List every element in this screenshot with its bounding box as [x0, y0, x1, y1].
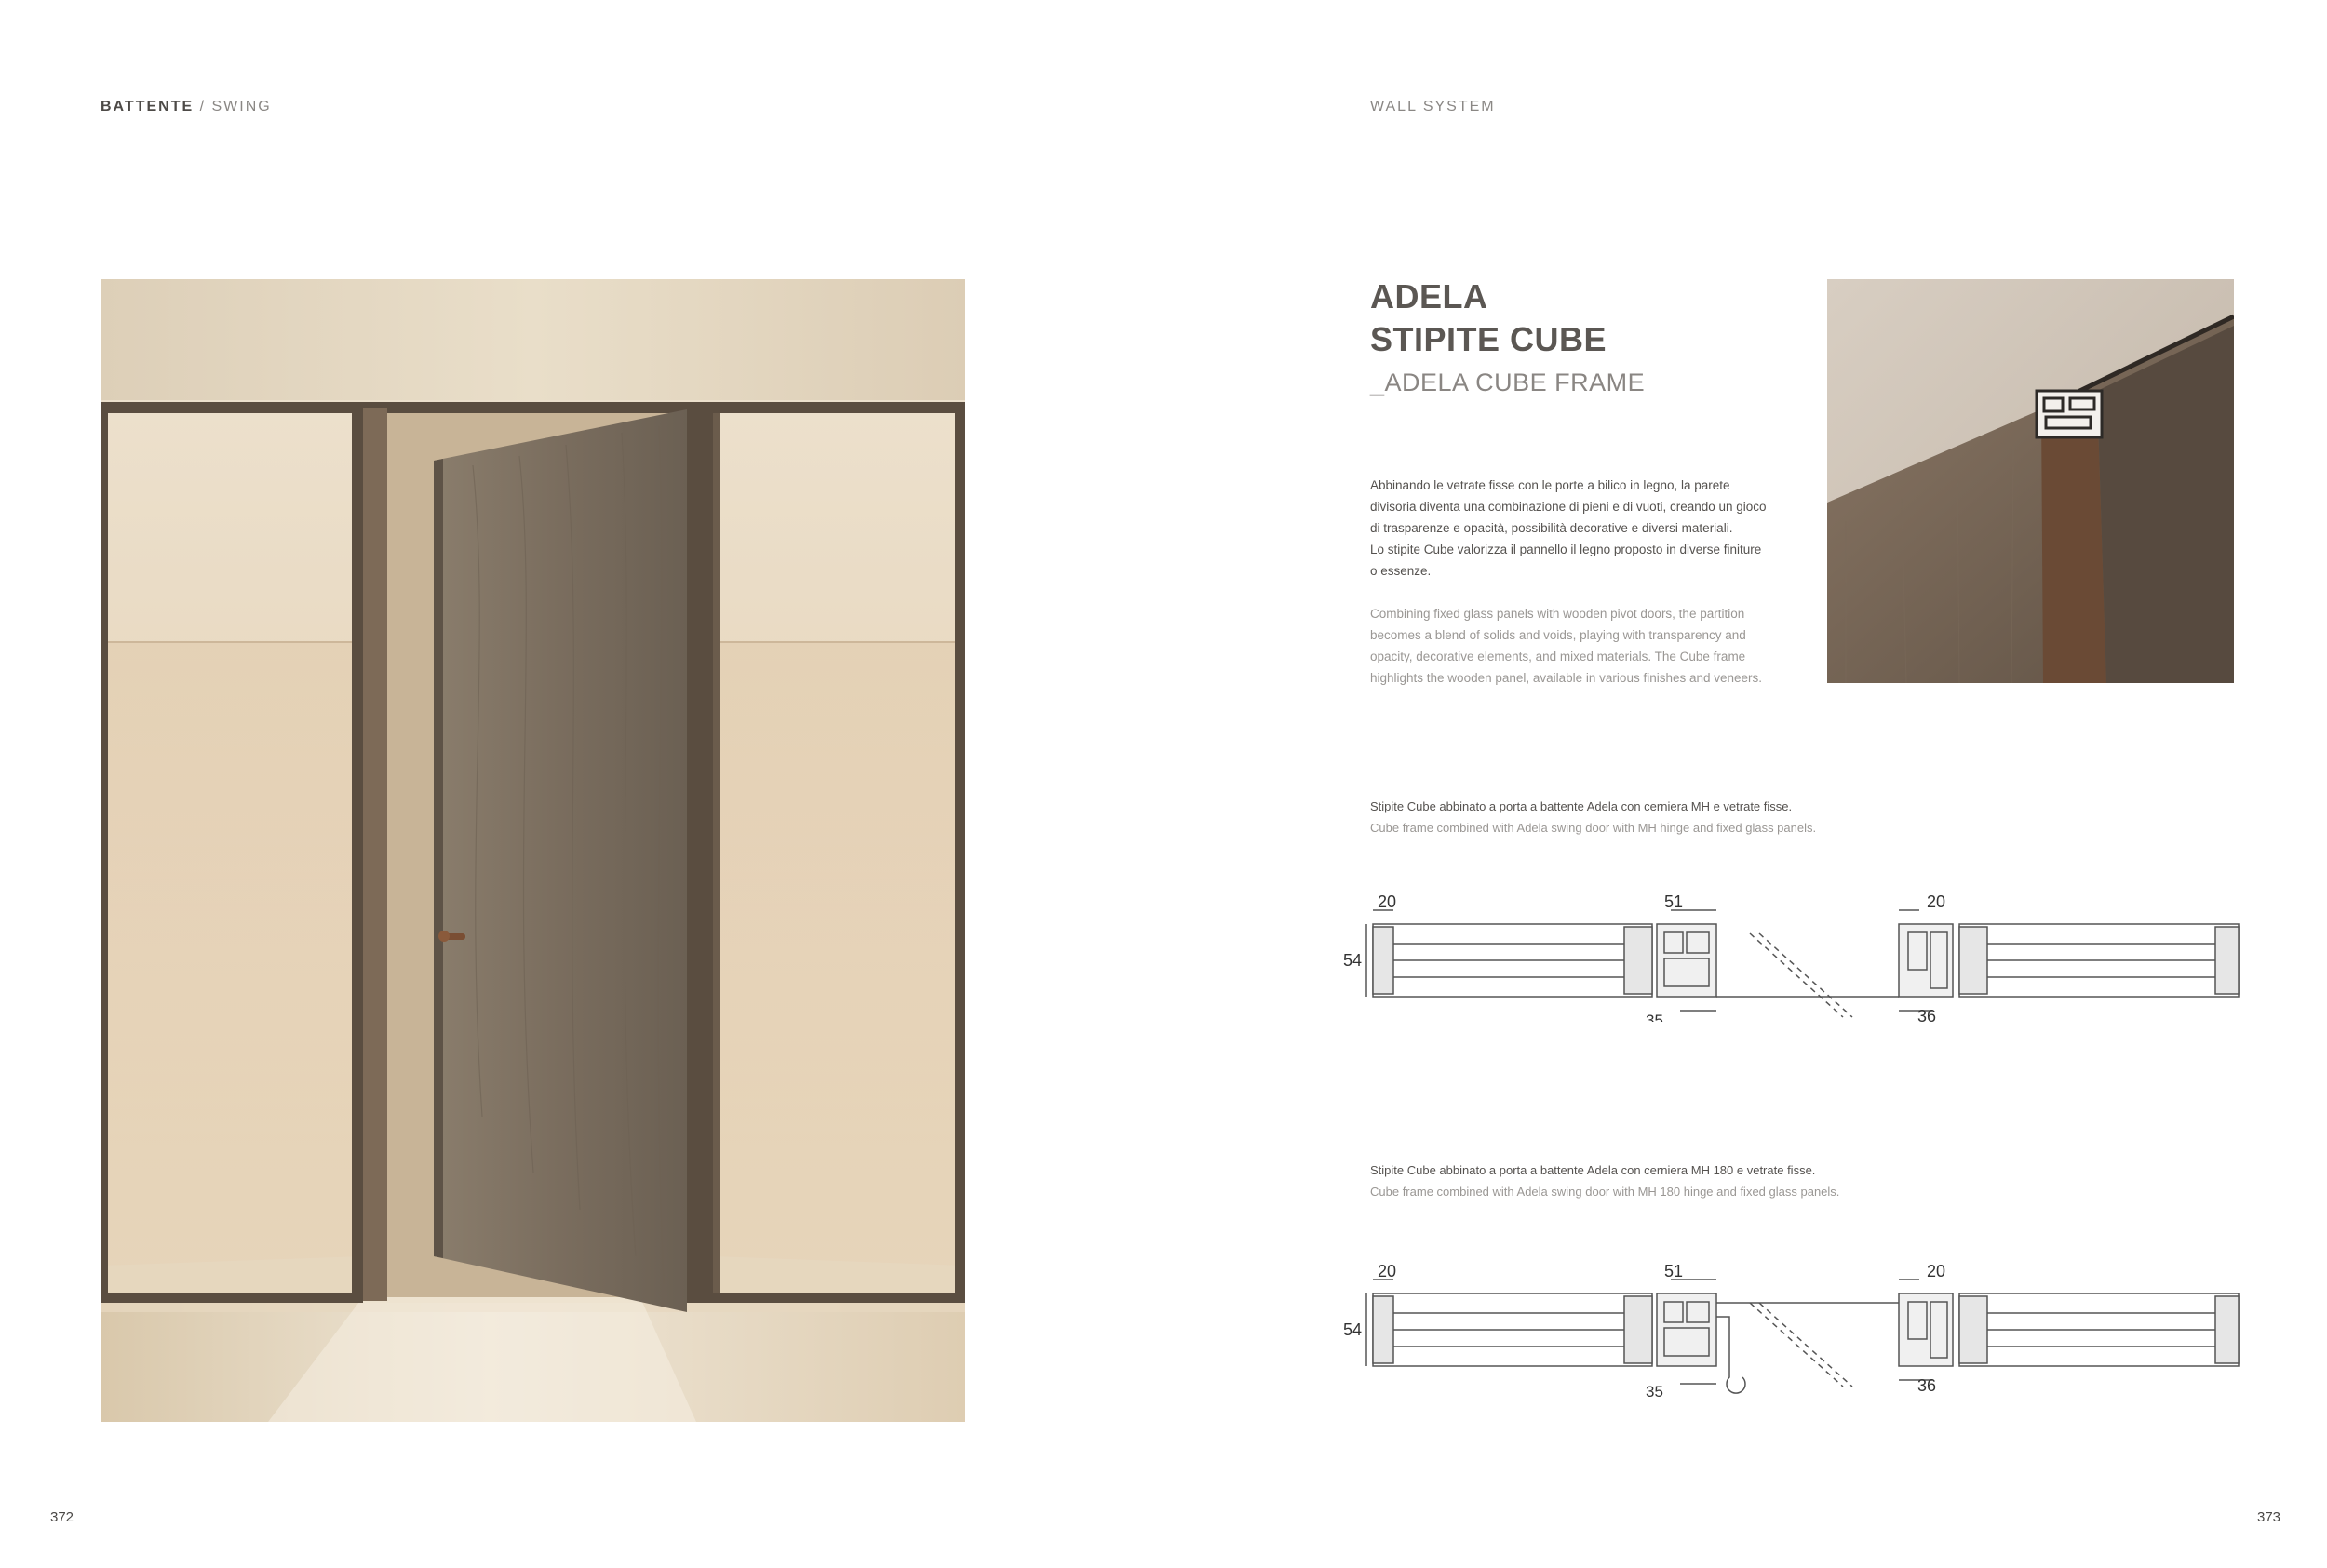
dim-right-top: 20 — [1927, 1262, 1946, 1280]
description-line: becomes a blend of solids and voids, playing with transparency and — [1370, 628, 1746, 642]
dim-frame-bottom: 35 — [1646, 1383, 1663, 1400]
dim-right-bottom: 36 — [1917, 1007, 1937, 1022]
page-number-left: 372 — [50, 1509, 74, 1525]
description-italian — [1370, 475, 1780, 582]
dim-right-top: 20 — [1927, 892, 1946, 911]
dim-left-width: 20 — [1378, 892, 1397, 911]
dim-frame-bottom: 35 — [1646, 1012, 1663, 1022]
page-number-right: 373 — [2257, 1509, 2281, 1525]
drawing1-caption-english: Cube frame combined with Adela swing door with MH hinge and fixed glass panels. — [1370, 821, 1817, 835]
door-interior-photo — [101, 279, 965, 1422]
dim-frame-top: 51 — [1664, 892, 1684, 911]
drawing1-caption-italian: Stipite Cube abbinato a porta a battente Adela con cerniera MH e vetrate fisse. — [1370, 799, 1793, 813]
drawing2-caption-italian: Stipite Cube abbinato a porta a battente Adela con cerniera MH 180 e vetrate fisse. — [1370, 1163, 1816, 1177]
drawing2-caption-english: Cube frame combined with Adela swing door with MH 180 hinge and fixed glass panels. — [1370, 1185, 1840, 1199]
technical-drawing-mh — [1340, 891, 2243, 1022]
section-header-right: WALL SYSTEM — [1370, 99, 1496, 114]
product-title — [1370, 275, 1607, 361]
frame-detail-photo — [1827, 279, 2234, 683]
product-title-line1: ADELA — [1370, 277, 1488, 315]
dim-left-width: 20 — [1378, 1262, 1397, 1280]
description-line: di trasparenze e opacità, possibilità decorative e diversi materiali. — [1370, 521, 1733, 535]
product-subtitle: _ADELA CUBE FRAME — [1370, 369, 1646, 396]
description-line: highlights the wooden panel, available in various finishes and veneers. — [1370, 671, 1763, 685]
dim-height: 54 — [1343, 951, 1363, 970]
section-label-swing-it: BATTENTE — [101, 99, 195, 114]
technical-drawing-mh180 — [1340, 1261, 2243, 1400]
description-line: o essenze. — [1370, 564, 1432, 578]
dim-right-bottom: 36 — [1917, 1376, 1937, 1395]
description-line: Combining fixed glass panels with wooden pivot doors, the partition — [1370, 607, 1745, 621]
section-header-left — [101, 99, 272, 115]
description-line: Abbinando le vetrate fisse con le porte a bilico in legno, la parete — [1370, 478, 1730, 492]
description-line: opacity, decorative elements, and mixed materials. The Cube frame — [1370, 650, 1746, 663]
description-line: Lo stipite Cube valorizza il pannello il legno proposto in diverse finiture — [1370, 543, 1762, 556]
description-english — [1370, 603, 1780, 689]
product-title-line2: STIPITE CUBE — [1370, 320, 1607, 358]
dim-frame-top: 51 — [1664, 1262, 1684, 1280]
description-line: divisoria diventa una combinazione di pieni e di vuoti, creando un gioco — [1370, 500, 1767, 514]
dim-height: 54 — [1343, 1320, 1363, 1339]
section-label-swing-en: / SWING — [194, 99, 272, 114]
